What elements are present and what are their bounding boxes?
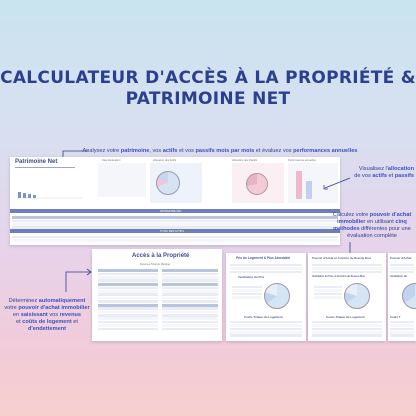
ratio1-bottom-table xyxy=(230,320,302,338)
ratio3-pie-chart xyxy=(402,283,416,309)
caption-highlight: performances annuelles xyxy=(293,148,358,154)
card-allocation-passifs: Allocation des Passifs xyxy=(232,159,258,162)
ratio2-bottom-table xyxy=(312,320,382,338)
band-label: PATRIMOINE NET xyxy=(160,209,182,213)
arrow-right-top xyxy=(322,176,352,190)
caption-text: et évaluez vos xyxy=(254,148,294,154)
caption-text: votre xyxy=(4,305,19,311)
divider xyxy=(15,167,75,168)
ratio2-title: Pouvoir d'Achat en fonction du Revenu Brut xyxy=(312,256,371,260)
ratio3-bottom-table xyxy=(390,320,414,338)
ratio1-pie-chart xyxy=(264,283,290,309)
ratio1-sub2: Coûts Totaux du Logement xyxy=(244,315,283,319)
caption-highlight: méthodes xyxy=(333,226,360,232)
card-allocation-actifs: Allocation des Actifs xyxy=(153,159,177,162)
caption-text: et xyxy=(16,319,23,325)
sheet-prix-logement xyxy=(226,253,306,341)
band-label: TOTAL DES ACTIFS xyxy=(160,229,184,233)
sheet-acces-propriete xyxy=(92,249,222,341)
caption-highlight: pouvoir d'achat xyxy=(369,212,412,218)
ratio1-legend xyxy=(232,285,262,299)
sheet-patrimoine-net xyxy=(10,157,340,245)
card-date-evaluation: Date Evaluation xyxy=(102,159,121,162)
caption-highlight: coûts de logement xyxy=(22,319,72,325)
ratio3-top-table xyxy=(390,263,414,274)
liabilities-pie-chart xyxy=(246,173,268,195)
ratio1-top-table xyxy=(230,263,302,274)
caption-highlight: pouvoir d'achat immobilier xyxy=(18,305,90,311)
table-net-rows xyxy=(12,215,338,230)
caption-right-top xyxy=(350,166,414,180)
sheet-pouvoir-achat-partial xyxy=(388,253,416,341)
band-patrimoine-net xyxy=(10,209,340,213)
caption-text: vos xyxy=(47,312,60,318)
caption-text: en xyxy=(12,312,21,318)
caption-text: ' xyxy=(386,166,388,172)
ratio3-sub2: Coûts T xyxy=(390,315,401,319)
caption-text: et xyxy=(386,173,395,179)
caption-highlight: d'endettement xyxy=(27,326,66,332)
caption-highlight: revenus xyxy=(59,312,82,318)
sheet-net-title: Patrimoine Net xyxy=(15,159,58,165)
arrow-left-bottom xyxy=(64,268,94,294)
table-actifs-rows xyxy=(12,235,338,243)
page-title-line2: PATRIMOINE NET xyxy=(125,89,291,109)
acces-left-table xyxy=(98,268,158,331)
caption-text: et xyxy=(71,319,78,325)
caption-highlight: passifs mois par mois xyxy=(195,148,255,154)
card-performances: Performances annuelles xyxy=(288,159,316,162)
ratio3-sub1: Ventilation du xyxy=(390,275,408,278)
caption-text: évaluation complète xyxy=(347,233,397,239)
caption-highlight: passifs xyxy=(394,173,414,179)
caption-highlight: saisissant xyxy=(20,312,48,318)
ratio2-top-table xyxy=(312,263,382,274)
caption-text: de vos xyxy=(354,173,373,179)
caption-text: Calculez votre xyxy=(332,212,370,218)
caption-text: et vos xyxy=(177,148,196,154)
ratio2-legend xyxy=(314,285,342,299)
ratio1-title: Prix du Logement & Plus Abordable xyxy=(236,256,291,260)
ratio2-pie-chart xyxy=(344,283,370,309)
assets-pie-chart xyxy=(156,171,180,195)
caption-text: Visualisez l xyxy=(358,166,387,172)
caption-text: , vos xyxy=(149,148,163,154)
acces-right-table xyxy=(162,268,218,331)
caption-highlight: cinq xyxy=(395,219,407,225)
caption-right-mid xyxy=(330,212,414,240)
caption-highlight: patrimoine xyxy=(120,148,150,154)
card-date-box xyxy=(98,163,146,197)
caption-highlight: automatiquement xyxy=(38,298,86,304)
caption-text: en utilisant xyxy=(365,219,396,225)
caption-top xyxy=(70,148,370,155)
sheet-pouvoir-achat-revenu xyxy=(308,253,386,341)
ratio1-sub1: Ventilation du Prix xyxy=(238,275,265,279)
ratio2-sub2: Coûts Totaux du Logement xyxy=(326,315,365,319)
page-title-line1: CALCULATEUR D'ACCÈS À LA PROPRIÉTÉ & xyxy=(0,68,416,88)
caption-highlight: actifs xyxy=(372,173,387,179)
caption-left-bottom xyxy=(2,298,92,333)
caption-text: Déterminez xyxy=(8,298,39,304)
caption-highlight: actifs xyxy=(162,148,178,154)
ratio2-sub1: Ventilation du Prix en fonction du Revenu Brut xyxy=(312,275,365,278)
band-total-actifs xyxy=(10,229,340,233)
caption-highlight: immobilier xyxy=(337,219,366,225)
caption-text: Analysez votre xyxy=(82,148,121,154)
net-bar-chart xyxy=(14,170,84,200)
caption-text: différentes pour une xyxy=(359,226,411,232)
ratio3-title: Pouvoir d'Achat xyxy=(390,256,412,260)
caption-highlight: allocation xyxy=(387,166,414,172)
page-title xyxy=(0,68,416,110)
sheet-acces-subtitle: Revenus Total du Ménage xyxy=(140,263,171,266)
sheet-acces-title: Accès à la Propriété xyxy=(132,253,190,259)
